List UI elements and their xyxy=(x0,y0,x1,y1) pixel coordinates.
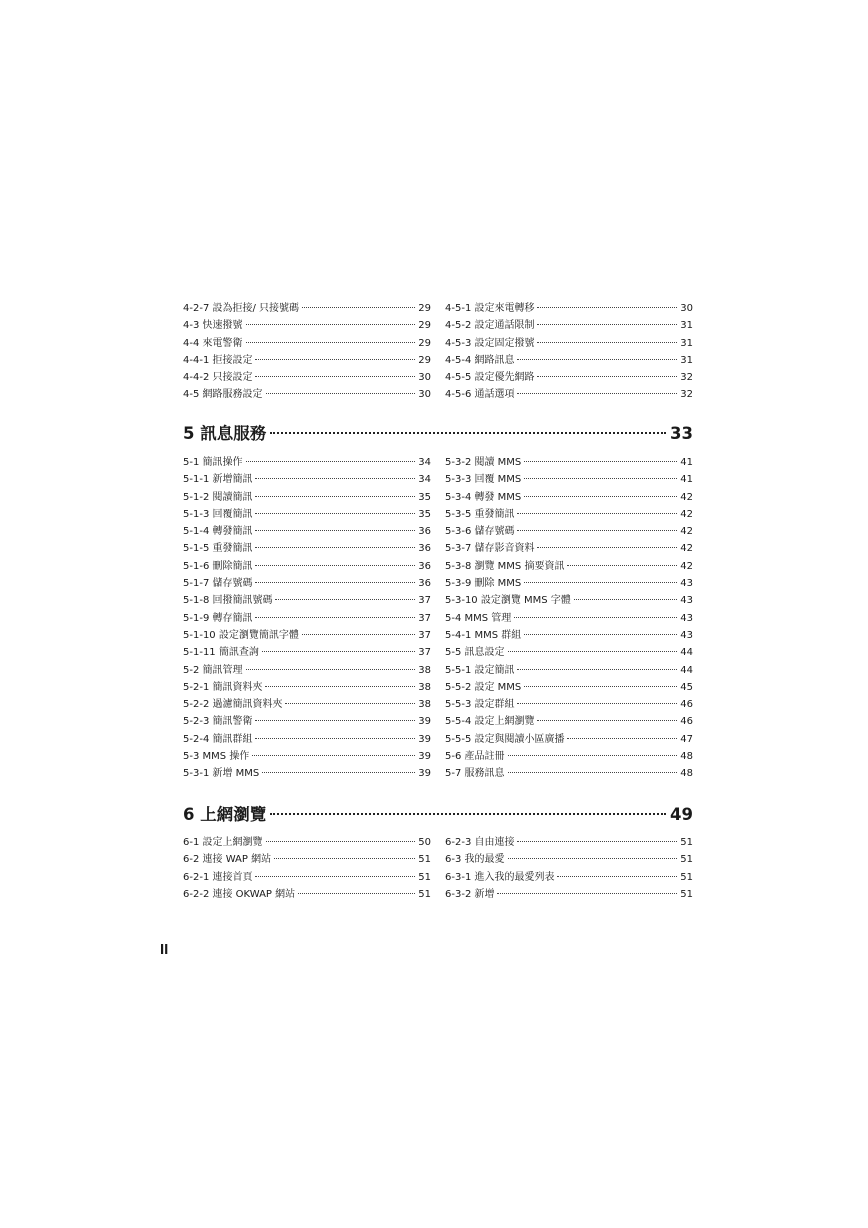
toc-entry-label: 4-5-6 通話選項 xyxy=(445,389,515,401)
toc-column-left xyxy=(183,300,431,404)
toc-entry[interactable] xyxy=(445,713,693,730)
dot-leader xyxy=(517,359,677,360)
dot-leader xyxy=(255,876,415,877)
toc-entry-label: 4-4 來電警衛 xyxy=(183,337,243,349)
dot-leader xyxy=(567,565,677,566)
dot-leader xyxy=(524,496,677,497)
toc-entry[interactable] xyxy=(183,300,431,317)
toc-entry-page: 51 xyxy=(680,871,693,883)
toc-entry-page: 37 xyxy=(418,629,431,641)
toc-entry-page: 42 xyxy=(680,526,693,538)
toc-column-right xyxy=(445,454,693,783)
chapter-heading-6[interactable] xyxy=(183,801,693,829)
toc-entry[interactable] xyxy=(183,386,431,403)
toc-entry-page: 34 xyxy=(418,474,431,486)
toc-entry-label: 5-1-9 轉存簡訊 xyxy=(183,612,253,624)
toc-entry-label: 5-2-1 簡訊資料夾 xyxy=(183,681,263,693)
toc-entry[interactable] xyxy=(183,748,431,765)
toc-entry-page: 51 xyxy=(418,888,431,900)
toc-entry-label: 5-7 服務訊息 xyxy=(445,768,505,780)
toc-entry-page: 39 xyxy=(418,733,431,745)
toc-entry-label: 6-3-1 進入我的最愛列表 xyxy=(445,871,555,883)
toc-entry[interactable] xyxy=(445,454,693,471)
toc-entry-label: 4-5 網路服務設定 xyxy=(183,389,263,401)
toc-entry-page: 29 xyxy=(418,303,431,314)
toc-entry[interactable] xyxy=(183,317,431,334)
toc-entry-label: 6-3-2 新增 xyxy=(445,888,495,900)
toc-entry-page: 44 xyxy=(680,647,693,659)
toc-entry-label: 5-3 MMS 操作 xyxy=(183,751,250,763)
chapter-title: 6 上網瀏覽 xyxy=(183,805,267,824)
toc-entry[interactable] xyxy=(445,489,693,506)
dot-leader xyxy=(517,841,677,842)
toc-entry[interactable] xyxy=(445,558,693,575)
dot-leader xyxy=(524,461,677,462)
toc-entry-label: 5-3-2 閱讀 MMS xyxy=(445,457,522,468)
dot-leader xyxy=(255,720,415,721)
toc-entry[interactable] xyxy=(445,851,693,868)
dot-leader xyxy=(274,858,415,859)
dot-leader xyxy=(497,893,677,894)
dot-leader xyxy=(285,703,415,704)
toc-entry-page: 38 xyxy=(418,699,431,711)
toc-entry-label: 5-3-5 重發簡訊 xyxy=(445,508,515,520)
toc-entry-label: 5-3-7 儲存影音資料 xyxy=(445,543,535,555)
dot-leader xyxy=(517,669,677,670)
toc-entry-page: 51 xyxy=(680,888,693,900)
toc-entry-label: 5-1-2 閱讀簡訊 xyxy=(183,491,253,503)
toc-entry-page: 39 xyxy=(418,751,431,763)
toc-entry[interactable] xyxy=(183,765,431,782)
toc-entry-page: 42 xyxy=(680,491,693,503)
toc-entry-page: 50 xyxy=(418,837,431,848)
toc-entry-label: 5-1-6 刪除簡訊 xyxy=(183,560,253,572)
dot-leader xyxy=(557,876,677,877)
toc-entry-page: 39 xyxy=(418,716,431,728)
toc-entry[interactable] xyxy=(183,352,431,369)
toc-entry[interactable] xyxy=(445,886,693,903)
dot-leader xyxy=(298,893,415,894)
toc-entry[interactable] xyxy=(183,523,431,540)
dot-leader xyxy=(574,599,677,600)
toc-entry-page: 30 xyxy=(680,303,693,314)
dot-leader xyxy=(524,582,677,583)
toc-column-left xyxy=(183,454,431,783)
dot-leader xyxy=(270,813,666,815)
toc-entry-label: 4-5-4 網路訊息 xyxy=(445,354,515,366)
toc-entry-label: 4-4-2 只接設定 xyxy=(183,372,253,384)
dot-leader xyxy=(266,393,416,394)
toc-entry[interactable] xyxy=(445,300,693,317)
toc-entry-page: 42 xyxy=(680,508,693,520)
toc-entry-label: 5-1-10 設定瀏覽簡訊字體 xyxy=(183,629,299,641)
toc-entry[interactable] xyxy=(445,369,693,386)
toc-entry-page: 29 xyxy=(418,320,431,332)
toc-entry-label: 5-6 產品註冊 xyxy=(445,751,505,763)
dot-leader xyxy=(262,772,415,773)
toc-entry-page: 35 xyxy=(418,508,431,520)
dot-leader xyxy=(255,738,415,739)
toc-entry[interactable] xyxy=(183,592,431,609)
toc-entry[interactable] xyxy=(183,713,431,730)
toc-entry-page: 32 xyxy=(680,389,693,401)
toc-entry[interactable] xyxy=(183,471,431,488)
toc-section-chapter4-continued xyxy=(183,300,693,404)
toc-entry-page: 38 xyxy=(418,681,431,693)
toc-entry-page: 51 xyxy=(680,837,693,848)
toc-entry-label: 5-5 訊息設定 xyxy=(445,647,505,659)
toc-entry-label: 5-5-5 設定與閱讀小區廣播 xyxy=(445,733,565,745)
dot-leader xyxy=(255,496,415,497)
dot-leader xyxy=(255,547,415,548)
dot-leader xyxy=(255,617,415,618)
toc-entry-page: 32 xyxy=(680,372,693,384)
toc-entry-label: 4-2-7 設為拒接/ 只接號碼 xyxy=(183,303,300,314)
toc-entry-page: 43 xyxy=(680,629,693,641)
dot-leader xyxy=(246,342,416,343)
toc-entry-page: 43 xyxy=(680,612,693,624)
chapter-heading-5[interactable] xyxy=(183,420,693,448)
dot-leader xyxy=(270,432,666,434)
toc-entry-page: 45 xyxy=(680,681,693,693)
toc-entry-label: 5-1 簡訊操作 xyxy=(183,457,243,468)
dot-leader xyxy=(246,324,416,325)
toc-entry[interactable] xyxy=(445,523,693,540)
toc-entry-label: 5-3-10 設定瀏覽 MMS 字體 xyxy=(445,595,571,607)
toc-entry-label: 5-1-1 新增簡訊 xyxy=(183,474,253,486)
toc-entry-page: 30 xyxy=(418,389,431,401)
toc-entry[interactable] xyxy=(183,731,431,748)
toc-entry-label: 4-5-1 設定來電轉移 xyxy=(445,303,535,314)
toc-entry-label: 5-1-3 回覆簡訊 xyxy=(183,508,253,520)
toc-entry[interactable] xyxy=(445,335,693,352)
toc-entry-label: 4-4-1 拒接設定 xyxy=(183,354,253,366)
toc-entry[interactable] xyxy=(445,592,693,609)
toc-section-chapter5 xyxy=(183,454,693,783)
chapter-page-number: 33 xyxy=(670,424,693,443)
toc-entry-label: 5-5-4 設定上網瀏覽 xyxy=(445,716,535,728)
page-number: II xyxy=(160,941,169,958)
dot-leader xyxy=(537,547,677,548)
toc-entry-page: 37 xyxy=(418,612,431,624)
dot-leader xyxy=(537,307,677,308)
toc-entry[interactable] xyxy=(445,610,693,627)
dot-leader xyxy=(255,478,415,479)
toc-entry-page: 38 xyxy=(418,664,431,676)
dot-leader xyxy=(255,582,415,583)
toc-entry[interactable] xyxy=(445,679,693,696)
toc-entry-page: 31 xyxy=(680,354,693,366)
chapter-page-number: 49 xyxy=(670,805,693,824)
toc-entry-page: 51 xyxy=(418,871,431,883)
toc-entry[interactable] xyxy=(445,317,693,334)
toc-entry-label: 5-3-8 瀏覽 MMS 摘要資訊 xyxy=(445,560,565,572)
dot-leader xyxy=(517,393,677,394)
toc-entry[interactable] xyxy=(445,540,693,557)
toc-entry[interactable] xyxy=(445,506,693,523)
toc-entry[interactable] xyxy=(183,696,431,713)
dot-leader xyxy=(255,376,415,377)
toc-section-chapter6 xyxy=(183,834,693,903)
toc-entry-label: 5-2-4 簡訊群組 xyxy=(183,733,253,745)
toc-entry[interactable] xyxy=(183,627,431,644)
dot-leader xyxy=(524,634,677,635)
toc-entry-page: 48 xyxy=(680,751,693,763)
toc-entry-label: 5-1-7 儲存號碼 xyxy=(183,578,253,590)
toc-entry-page: 51 xyxy=(680,854,693,866)
toc-entry[interactable] xyxy=(445,575,693,592)
toc-entry[interactable] xyxy=(183,851,431,868)
dot-leader xyxy=(252,755,415,756)
toc-entry-page: 29 xyxy=(418,354,431,366)
toc-entry[interactable] xyxy=(445,869,693,886)
toc-entry-label: 6-3 我的最愛 xyxy=(445,854,505,866)
toc-entry-page: 46 xyxy=(680,716,693,728)
toc-entry-label: 5-1-11 簡訊查詢 xyxy=(183,647,259,659)
toc-entry-label: 5-2-2 過濾簡訊資料夾 xyxy=(183,699,283,711)
toc-entry-page: 35 xyxy=(418,491,431,503)
toc-entry-label: 4-5-5 設定優先網路 xyxy=(445,372,535,384)
toc-entry-page: 41 xyxy=(680,474,693,486)
toc-entry-page: 44 xyxy=(680,664,693,676)
toc-entry-label: 5-5-3 設定群組 xyxy=(445,699,515,711)
dot-leader xyxy=(517,513,677,514)
dot-leader xyxy=(275,599,415,600)
toc-entry-page: 30 xyxy=(418,372,431,384)
toc-entry-label: 6-2-1 連接首頁 xyxy=(183,871,253,883)
toc-entry[interactable] xyxy=(183,489,431,506)
toc-entry-page: 48 xyxy=(680,768,693,780)
toc-entry[interactable] xyxy=(183,369,431,386)
dot-leader xyxy=(508,772,678,773)
toc-entry[interactable] xyxy=(445,765,693,782)
toc-entry[interactable] xyxy=(445,731,693,748)
dot-leader xyxy=(255,530,415,531)
toc-entry-page: 41 xyxy=(680,457,693,468)
toc-entry-page: 37 xyxy=(418,595,431,607)
toc-entry-label: 4-5-2 設定通話限制 xyxy=(445,320,535,332)
toc-entry-page: 29 xyxy=(418,337,431,349)
toc-entry[interactable] xyxy=(183,506,431,523)
toc-entry-label: 5-4 MMS 管理 xyxy=(445,612,512,624)
toc-entry-label: 5-3-4 轉發 MMS xyxy=(445,491,522,503)
toc-entry-page: 39 xyxy=(418,768,431,780)
dot-leader xyxy=(255,359,415,360)
toc-entry[interactable] xyxy=(445,834,693,851)
toc-entry[interactable] xyxy=(183,644,431,661)
dot-leader xyxy=(255,513,415,514)
toc-entry[interactable] xyxy=(183,558,431,575)
dot-leader xyxy=(537,376,677,377)
dot-leader xyxy=(265,686,415,687)
toc-entry-label: 5-1-5 重發簡訊 xyxy=(183,543,253,555)
toc-column-right xyxy=(445,834,693,903)
dot-leader xyxy=(517,530,677,531)
toc-entry[interactable] xyxy=(183,454,431,471)
toc-column-left xyxy=(183,834,431,903)
dot-leader xyxy=(302,634,415,635)
dot-leader xyxy=(508,755,678,756)
toc-entry-page: 36 xyxy=(418,543,431,555)
toc-entry[interactable] xyxy=(183,886,431,903)
toc-entry[interactable] xyxy=(183,679,431,696)
toc-entry-label: 5-5-1 設定簡訊 xyxy=(445,664,515,676)
dot-leader xyxy=(537,720,677,721)
dot-leader xyxy=(537,324,677,325)
toc-entry[interactable] xyxy=(445,627,693,644)
toc-entry-page: 31 xyxy=(680,320,693,332)
toc-entry-label: 5-1-4 轉發簡訊 xyxy=(183,526,253,538)
dot-leader xyxy=(517,703,677,704)
toc-entry-label: 6-2-2 連接 OKWAP 網站 xyxy=(183,888,296,900)
dot-leader xyxy=(537,342,677,343)
toc-entry-page: 36 xyxy=(418,526,431,538)
toc-entry-page: 36 xyxy=(418,560,431,572)
toc-entry-page: 43 xyxy=(680,595,693,607)
toc-entry-label: 4-3 快速撥號 xyxy=(183,320,243,332)
toc-entry-label: 5-3-9 刪除 MMS xyxy=(445,578,522,590)
toc-entry-label: 5-3-1 新增 MMS xyxy=(183,768,260,780)
toc-entry-page: 36 xyxy=(418,578,431,590)
toc-entry-label: 5-1-8 回撥簡訊號碼 xyxy=(183,595,273,607)
toc-entry-label: 5-3-6 儲存號碼 xyxy=(445,526,515,538)
toc-entry[interactable] xyxy=(445,352,693,369)
toc-entry-page: 51 xyxy=(418,854,431,866)
toc-entry[interactable] xyxy=(445,471,693,488)
toc-entry-label: 6-2-3 自由連接 xyxy=(445,837,515,848)
dot-leader xyxy=(246,461,416,462)
toc-entry[interactable] xyxy=(183,540,431,557)
toc-entry[interactable] xyxy=(445,386,693,403)
toc-entry-page: 31 xyxy=(680,337,693,349)
toc-entry-page: 46 xyxy=(680,699,693,711)
dot-leader xyxy=(266,841,416,842)
toc-entry[interactable] xyxy=(183,335,431,352)
toc-entry[interactable] xyxy=(445,748,693,765)
toc-entry[interactable] xyxy=(183,869,431,886)
toc-entry-page: 34 xyxy=(418,457,431,468)
dot-leader xyxy=(302,307,415,308)
toc-entry-page: 47 xyxy=(680,733,693,745)
toc-entry[interactable] xyxy=(183,662,431,679)
toc-entry-label: 4-5-3 設定固定撥號 xyxy=(445,337,535,349)
toc-entry[interactable] xyxy=(183,610,431,627)
toc-entry-page: 42 xyxy=(680,543,693,555)
dot-leader xyxy=(524,686,677,687)
chapter-title: 5 訊息服務 xyxy=(183,424,267,443)
toc-entry-label: 5-2 簡訊管理 xyxy=(183,664,243,676)
toc-entry[interactable] xyxy=(445,644,693,661)
toc-entry[interactable] xyxy=(183,575,431,592)
toc-entry-page: 42 xyxy=(680,560,693,572)
dot-leader xyxy=(255,565,415,566)
dot-leader xyxy=(508,858,678,859)
dot-leader xyxy=(262,651,415,652)
toc-entry[interactable] xyxy=(183,834,431,851)
toc-column-right xyxy=(445,300,693,404)
toc-entry-page: 43 xyxy=(680,578,693,590)
toc-entry-page: 37 xyxy=(418,647,431,659)
dot-leader xyxy=(508,651,678,652)
toc-entry-label: 6-1 設定上網瀏覽 xyxy=(183,837,263,848)
toc-entry-label: 5-5-2 設定 MMS xyxy=(445,681,522,693)
toc-entry[interactable] xyxy=(445,662,693,679)
toc-entry[interactable] xyxy=(445,696,693,713)
dot-leader xyxy=(246,669,416,670)
toc-entry-label: 6-2 連接 WAP 網站 xyxy=(183,854,272,866)
dot-leader xyxy=(567,738,677,739)
toc-entry-label: 5-4-1 MMS 群組 xyxy=(445,629,522,641)
dot-leader xyxy=(524,478,677,479)
toc-entry-label: 5-2-3 簡訊警衛 xyxy=(183,716,253,728)
dot-leader xyxy=(514,617,677,618)
toc-entry-label: 5-3-3 回覆 MMS xyxy=(445,474,522,486)
